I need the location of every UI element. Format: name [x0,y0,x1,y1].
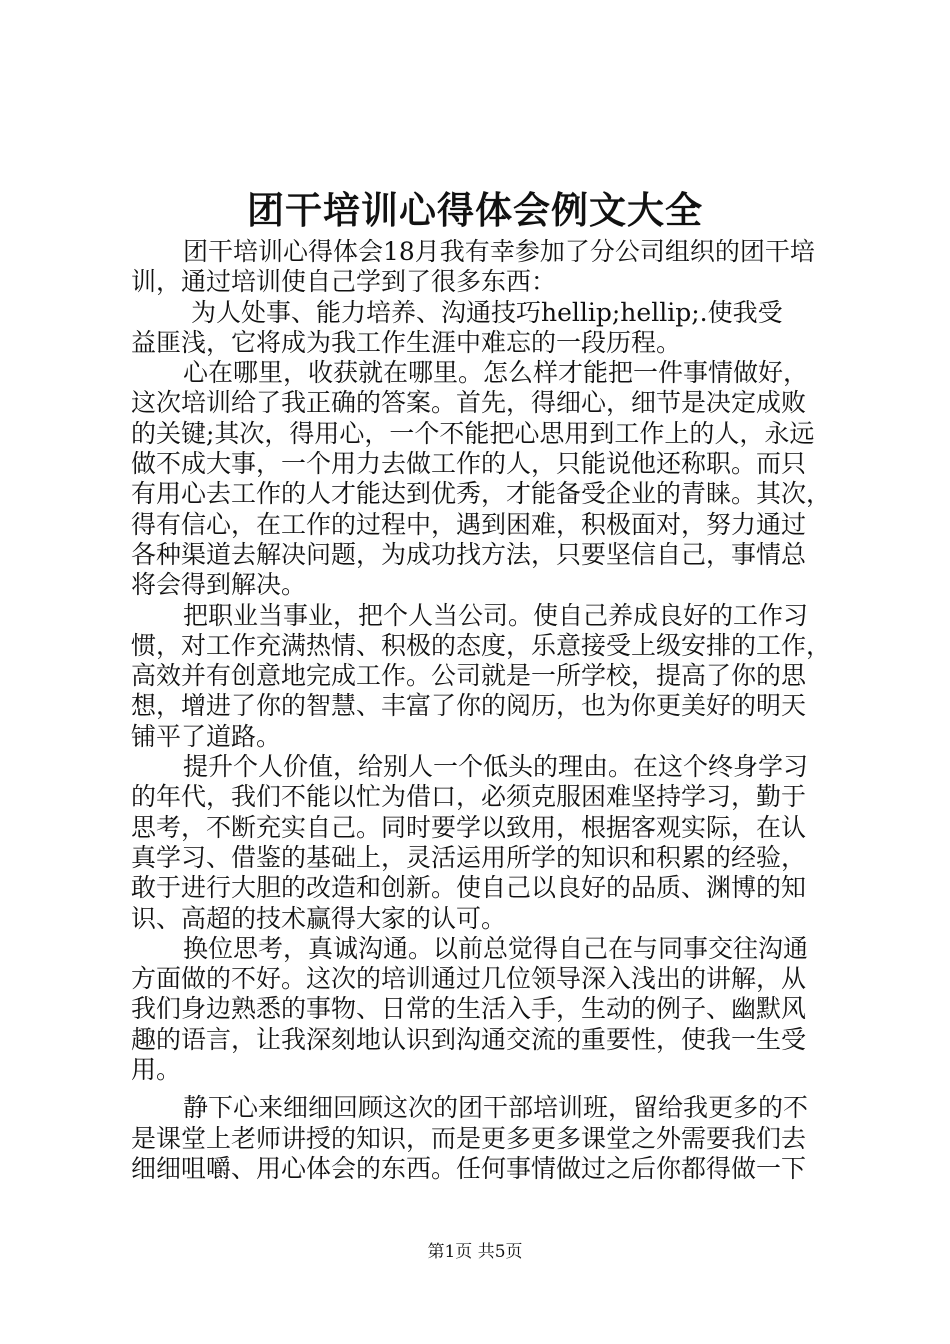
paragraph-line: 趣的语言，让我深刻地认识到沟通交流的重要性，使我一生受 [131,1024,807,1054]
document-body [131,237,831,1184]
document-title: 团干培训心得体会例文大全 [247,188,703,232]
paragraph-line: 各种渠道去解决问题，为成功找方法，只要坚信自己，事情总 [131,539,807,569]
paragraph-line: 提升个人价值，给别人一个低头的理由。在这个终身学习 [183,752,809,782]
paragraph-line: 这次培训给了我正确的答案。首先，得细心，细节是决定成败 [131,388,807,418]
paragraph-line: 的年代，我们不能以忙为借口，必须克服困难坚持学习，勤于 [131,782,807,812]
paragraph-line: 训，通过培训使自己学到了很多东西： [131,267,557,297]
paragraph-line: 换位思考，真诚沟通。以前总觉得自己在与同事交往沟通 [183,933,809,963]
paragraph-line: 铺平了道路。 [131,721,282,751]
paragraph-line: 方面做的不好。这次的培训通过几位领导深入浅出的讲解，从 [131,964,807,994]
paragraph-line: 益匪浅，它将成为我工作生涯中难忘的一段历程。 [131,327,682,357]
paragraph-line: 思考，不断充实自己。同时要学以致用，根据客观实际，在认 [131,812,807,842]
paragraph-line: 惯，对工作充满热情、积极的态度，乐意接受上级安排的工作， [131,630,832,660]
paragraph-line: 真学习、借鉴的基础上，灵活运用所学的知识和积累的经验， [131,842,807,872]
paragraph-line: 静下心来细细回顾这次的团干部培训班，留给我更多的不 [183,1093,809,1123]
paragraph-line: 把职业当事业，把个人当公司。使自己养成良好的工作习 [183,600,809,630]
paragraph-line: 得有信心，在工作的过程中，遇到困难，积极面对，努力通过 [131,509,807,539]
paragraph-line: 是课堂上老师讲授的知识，而是更多更多课堂之外需要我们去 [131,1123,807,1153]
paragraph-line: 做不成大事，一个用力去做工作的人，只能说他还称职。而只 [131,449,807,479]
paragraph-line: 将会得到解决。 [131,570,307,600]
paragraph-line: 心在哪里，收获就在哪里。怎么样才能把一件事情做好， [183,358,809,388]
paragraph-line: 的关键;其次，得用心，一个不能把心思用到工作上的人，永远 [131,418,815,448]
paragraph-line: 识、高超的技术赢得大家的认可。 [131,903,507,933]
paragraph-line: 高效并有创意地完成工作。公司就是一所学校，提高了你的思 [131,661,807,691]
paragraph-line: 细细咀嚼、用心体会的东西。任何事情做过之后你都得做一下 [131,1153,807,1183]
paragraph-line: 有用心去工作的人才能达到优秀，才能备受企业的青睐。其次， [131,479,832,509]
paragraph-line: 我们身边熟悉的事物、日常的生活入手，生动的例子、幽默风 [131,994,807,1024]
paragraph-line: 用。 [131,1055,182,1085]
paragraph-line: 为人处事、能力培养、沟通技巧hellip;hellip;.使我受 [191,297,783,327]
paragraph-line: 想，增进了你的智慧、丰富了你的阅历，也为你更美好的明天 [131,691,807,721]
paragraph-line: 敢于进行大胆的改造和创新。使自己以良好的品质、渊博的知 [131,873,807,903]
page-number-footer: 第1页 共5页 [427,1242,523,1262]
paragraph-line: 团干培训心得体会18月我有幸参加了分公司组织的团干培 [183,237,815,266]
